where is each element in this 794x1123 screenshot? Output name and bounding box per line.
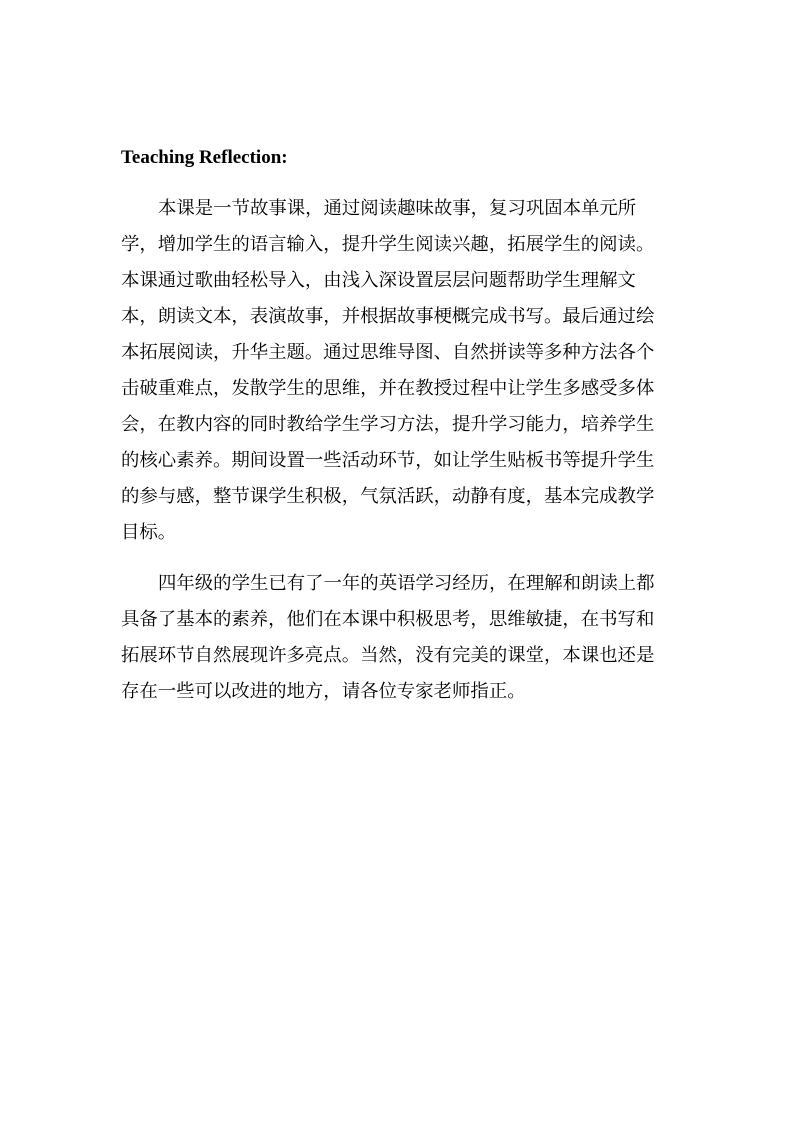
paragraph-1-line: 会，在教内容的同时教给学生学习方法，提升学习能力，培养学生 (121, 414, 655, 435)
paragraph-1-line: 击破重难点，发散学生的思维，并在教授过程中让学生多感受多体 (121, 378, 655, 399)
paragraph-2-line: 拓展环节自然展现许多亮点。当然，没有完美的课堂，本课也还是 (121, 645, 655, 666)
paragraph-2-line: 四年级的学生已有了一年的英语学习经历，在理解和朗读上都 (158, 573, 655, 594)
paragraph-1-line: 本课是一节故事课，通过阅读趣味故事，复习巩固本单元所 (158, 198, 637, 219)
paragraph-2-line: 存在一些可以改进的地方，请各位专家老师指正。 (121, 681, 526, 702)
paragraph-1-line: 本课通过歌曲轻松导入，由浅入深设置层层问题帮助学生理解文 (121, 270, 636, 291)
paragraph-1-line: 本拓展阅读，升华主题。通过思维导图、自然拼读等多种方法各个 (121, 342, 655, 363)
paragraph-1-line: 目标。 (121, 522, 177, 543)
paragraph-1-line: 的核心素养。期间设置一些活动环节，如让学生贴板书等提升学生 (121, 450, 655, 471)
paragraph-1-line: 本，朗读文本，表演故事，并根据故事梗概完成书写。最后通过绘 (121, 306, 655, 327)
paragraph-1-line: 的参与感，整节课学生积极，气氛活跃，动静有度，基本完成教学 (121, 486, 655, 507)
paragraph-2-line: 具备了基本的素养，他们在本课中积极思考，思维敏捷，在书写和 (121, 609, 655, 630)
paragraph-1-line: 学，增加学生的语言输入，提升学生阅读兴趣，拓展学生的阅读。 (121, 234, 655, 255)
heading: Teaching Reflection: (121, 147, 288, 168)
